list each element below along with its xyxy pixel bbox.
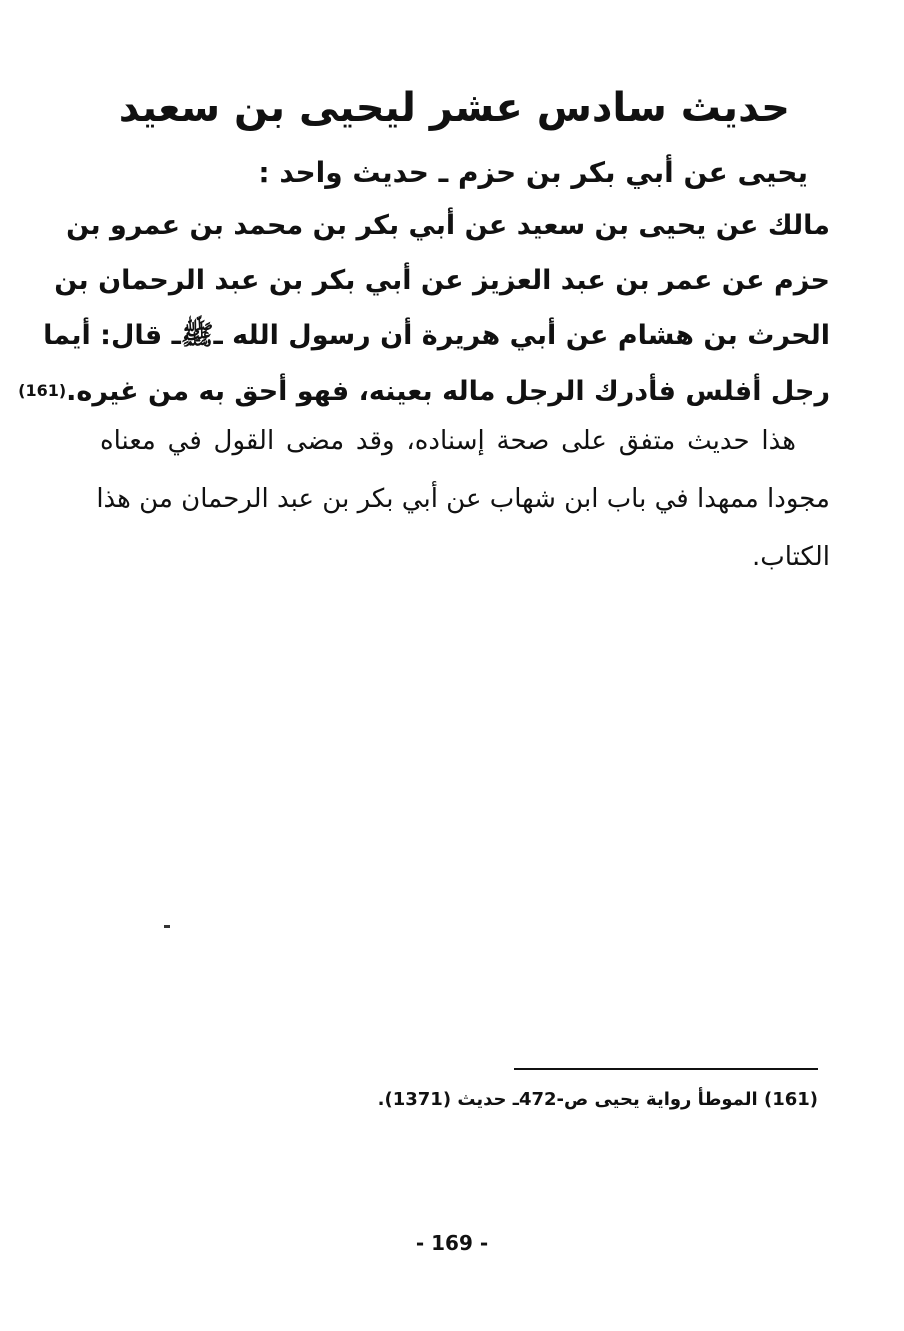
- hadith-text: [18, 198, 830, 419]
- hadith-last-text: رجل أفلس فأدرك الرجل ماله بعينه، فهو أحق به من غيره.: [66, 376, 830, 407]
- hadith-line: مالك عن يحيى بن سعيد عن أبي بكر بن محمد بن عمرو بن: [66, 210, 830, 241]
- commentary-line: الكتاب.: [751, 542, 830, 572]
- footnote: (161) الموطأ رواية يحيى ص-472ـ حديث (1371).: [377, 1089, 818, 1110]
- scan-speck: [164, 925, 170, 928]
- footnote-reference: (161): [18, 381, 67, 400]
- commentary-text: [96, 412, 830, 586]
- hadith-line-last: [18, 363, 830, 419]
- page-number: - 169 -: [415, 1231, 489, 1255]
- chapter-subtitle: يحيى عن أبي بكر بن حزم ـ حديث واحد :: [258, 156, 808, 189]
- hadith-line: حزم عن عمر بن عبد العزيز عن أبي بكر بن عبد الرحمان بن: [54, 265, 830, 296]
- chapter-title: حديث سادس عشر ليحيى بن سعيد: [118, 85, 790, 131]
- commentary-line: هذا حديث متفق على صحة إسناده، وقد مضى القول في معناه: [100, 426, 796, 456]
- hadith-line: الحرث بن هشام عن أبي هريرة أن رسول الله ـﷺـ قال: أيما: [43, 320, 830, 351]
- footnote-separator: [514, 1068, 818, 1070]
- commentary-line: مجودا ممهدا في باب ابن شهاب عن أبي بكر بن عبد الرحمان من هذا: [96, 484, 830, 514]
